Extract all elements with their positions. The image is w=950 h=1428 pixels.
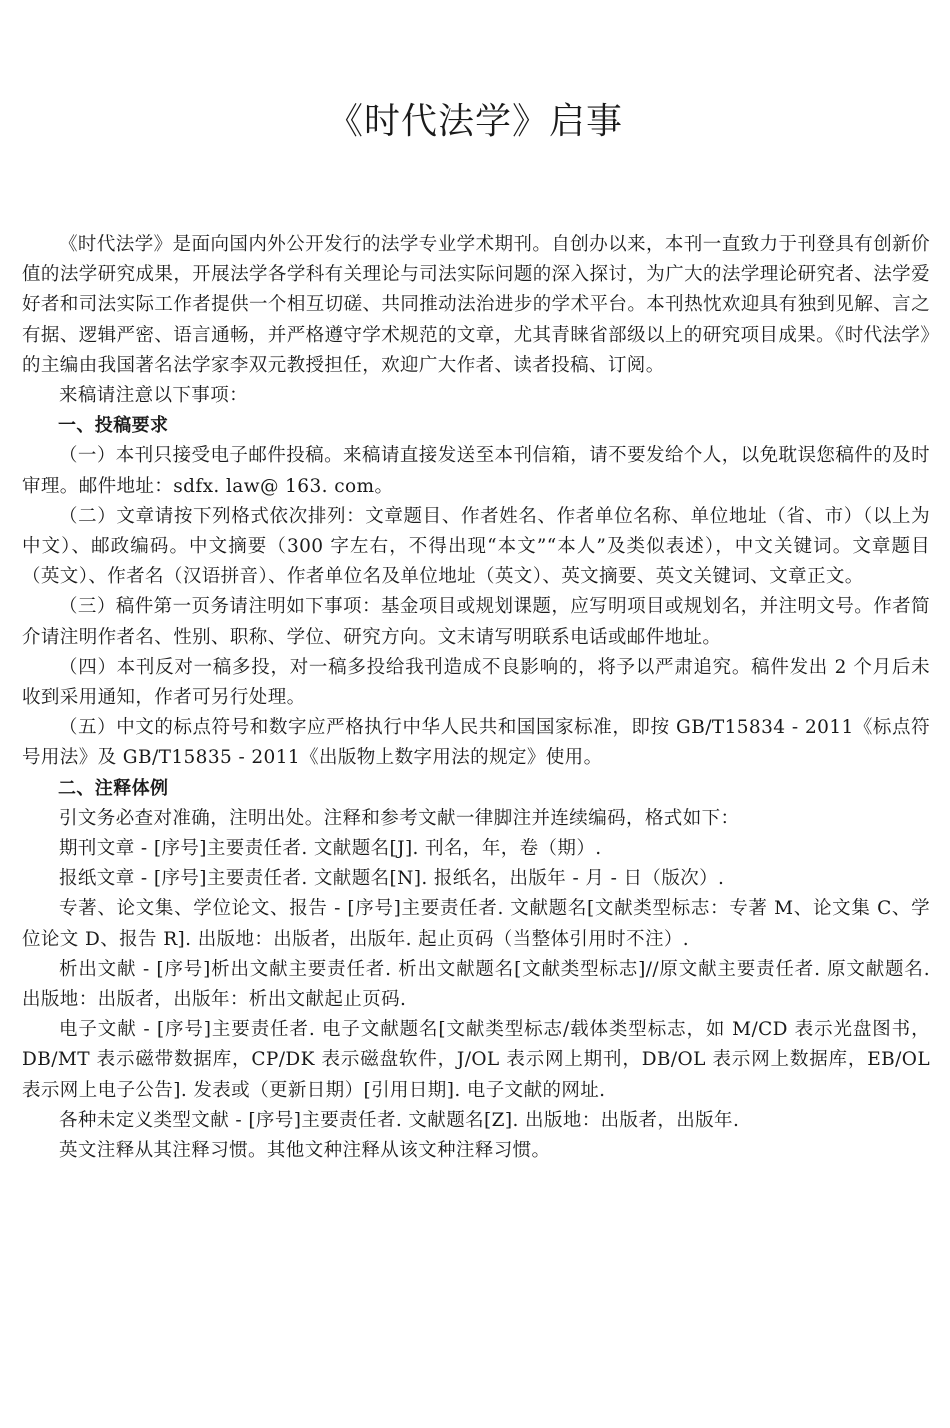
submission-item-3: （三）稿件第一页务请注明如下事项：基金项目或规划课题，应写明项目或规划名，并注明文号。作者简介请注明作者名、性别、职称、学位、研究方向。文末请写明联系电话或邮件地址。 [22, 596, 930, 648]
section-heading-submission: 一、投稿要求 [58, 415, 169, 437]
citation-journal: 期刊文章 - [序号]主要责任者. 文献题名[J]. 刊名，年，卷（期）. [59, 838, 602, 860]
citation-intro: 引文务必查对准确，注明出处。注释和参考文献一律脚注并连续编码，格式如下： [59, 807, 740, 829]
notice-intro: 来稿请注意以下事项： [59, 385, 249, 407]
page-title: 《时代法学》启事 [326, 101, 623, 142]
submission-item-5: （五）中文的标点符号和数字应严格执行中华人民共和国国家标准，即按 GB/T15834 - 2011《标点符号用法》及 GB/T15835 - 2011《出版物上数字用法的规定》使用。 [22, 717, 930, 769]
submission-item-4: （四）本刊反对一稿多投，对一稿多投给我刊造成不良影响的，将予以严肃追究。稿件发出 2 个月后未收到采用通知，作者可另行处理。 [22, 656, 930, 709]
citation-electronic: 电子文献 - [序号]主要责任者. 电子文献题名[文献类型标志/载体类型标志，如 M/CD 表示光盘图书，DB/MT 表示磁带数据库，CP/DK 表示磁盘软件，J/OL 表示网上期刊，DB/OL 表示网上数据库，EB/OL 表示网上电子公告]. 发表或（更新日期）[引用日期]. 电子文献的网址. [22, 1019, 930, 1101]
citation-foreign: 英文注释从其注释习惯。其他文种注释从该文种注释习惯。 [59, 1140, 551, 1162]
submission-item-2: （二）文章请按下列格式依次排列：文章题目、作者姓名、作者单位名称、单位地址（省、市）（以上为中文）、邮政编码。中文摘要（300 字左右，不得出现“本文”“本人”及类似表述），中文关键词。文章题目（英文）、作者名（汉语拼音）、作者单位名及单位地址（英文）、英文摘要、英文关键词、文章正文。 [22, 505, 930, 588]
intro-paragraph: 《时代法学》是面向国内外公开发行的法学专业学术期刊。自创办以来，本刊一直致力于刊登具有创新价值的法学研究成果，开展法学各学科有关理论与司法实际问题的深入探讨，为广大的法学理论研究者、法学爱好者和司法实际工作者提供一个相互切磋、共同推动法治进步的学术平台。本刊热忱欢迎具有独到见解、言之有据、逻辑严密、语言通畅，并严格遵守学术规范的文章，尤其青睐省部级以上的研究项目成果。《时代法学》的主编由我国著名法学家李双元教授担任，欢迎广大作者、读者投稿、订阅。 [22, 234, 930, 376]
citation-monograph: 专著、论文集、学位论文、报告 - [序号]主要责任者. 文献题名[文献类型标志：专著 M、论文集 C、学位论文 D、报告 R]. 出版地：出版者，出版年. 起止页码（当整体引用时不注）. [22, 898, 930, 950]
citation-extracted: 析出文献 - [序号]析出文献主要责任者. 析出文献题名[文献类型标志]//原文献主要责任者. 原文献题名. 出版地：出版者，出版年：析出文献起止页码. [22, 958, 930, 1011]
citation-undefined: 各种未定义类型文献 - [序号]主要责任者. 文献题名[Z]. 出版地：出版者，出版年. [59, 1109, 740, 1131]
section-heading-citation: 二、注释体例 [58, 777, 169, 799]
citation-newspaper: 报纸文章 - [序号]主要责任者. 文献题名[N]. 报纸名，出版年 - 月 - 日（版次）. [59, 868, 725, 890]
submission-item-1: （一）本刊只接受电子邮件投稿。来稿请直接发送至本刊信箱，请不要发给个人，以免耽误您稿件的及时审理。邮件地址：sdfx. law@ 163. com。 [22, 445, 930, 497]
document-body [22, 230, 930, 1166]
